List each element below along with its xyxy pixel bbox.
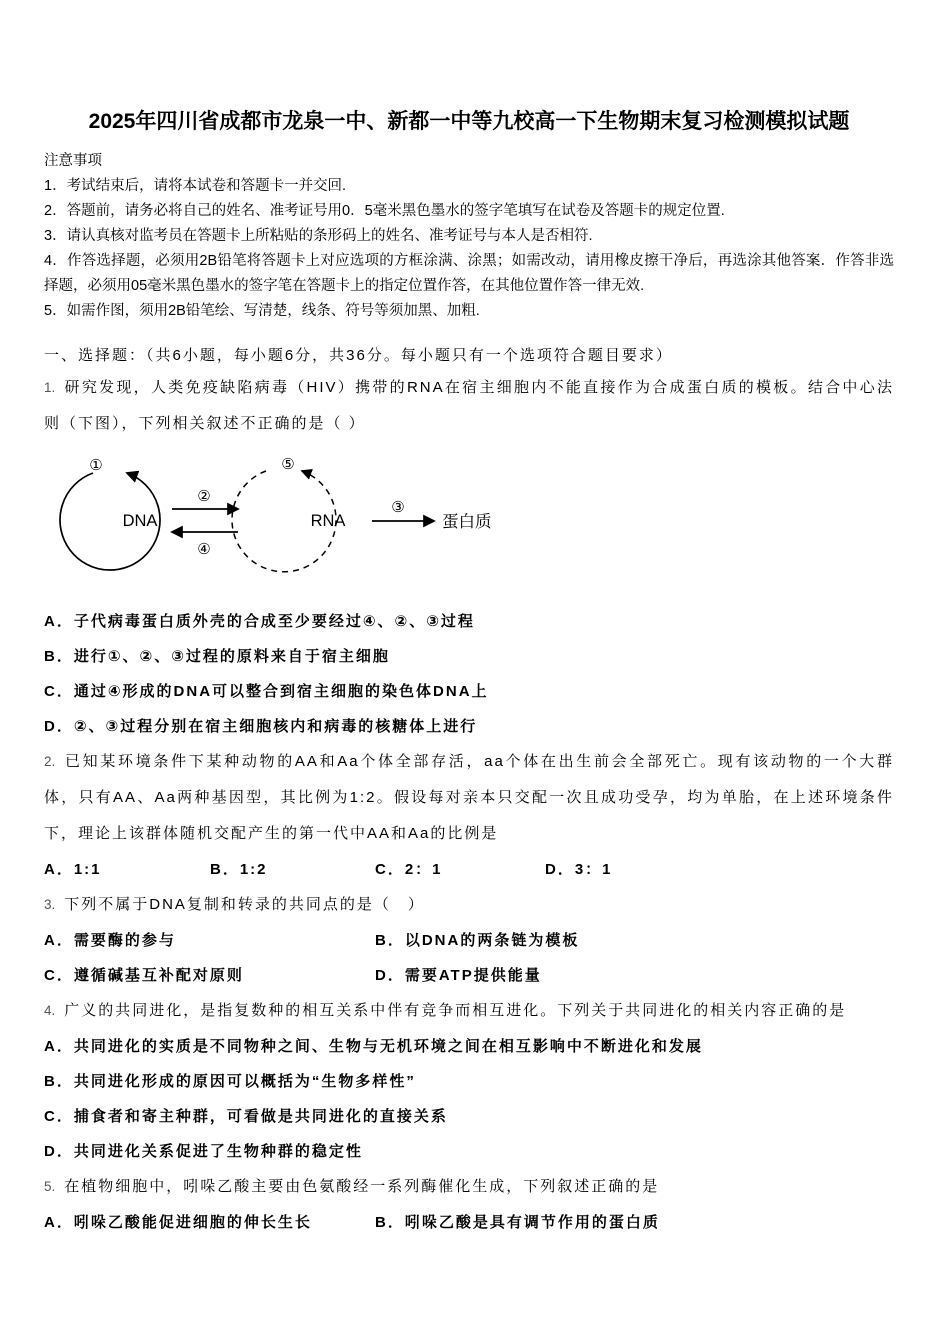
question-4-stem-text: 广义的共同进化，是指复数种的相互关系中伴有竞争而相互进化。下列关于共同进化的相关内容正确的是 <box>64 1002 847 1019</box>
question-3-option-b: B．以DNA的两条链为模板 <box>375 932 580 949</box>
process-1-label: ① <box>89 457 103 474</box>
question-3 <box>44 887 894 993</box>
question-4-stem <box>44 993 894 1029</box>
notice-section <box>44 149 894 324</box>
question-4-option-c: C．捕食者和寄主种群，可看做是共同进化的直接关系 <box>44 1108 448 1125</box>
question-5-stem-text: 在植物细胞中，吲哚乙酸主要由色氨酸经一系列酶催化生成，下列叙述正确的是 <box>64 1178 660 1195</box>
question-2-option-d: D．3：1 <box>545 861 613 878</box>
question-2-number: 2. <box>44 754 56 769</box>
question-5-option-b: B．吲哚乙酸是具有调节作用的蛋白质 <box>375 1214 660 1231</box>
process-3-label: ③ <box>391 499 405 516</box>
question-4-option-d: D．共同进化关系促进了生物种群的稳定性 <box>44 1143 363 1160</box>
section-1-heading: 一、选择题：（共6小题，每小题6分，共36分。每小题只有一个选项符合题目要求） <box>44 347 673 364</box>
question-4 <box>44 993 894 1169</box>
rna-label: RNA <box>310 512 346 530</box>
exam-title: 2025年四川省成都市龙泉一中、新都一中等九校高一下生物期末复习检测模拟试题 <box>88 110 850 133</box>
question-5 <box>44 1169 894 1240</box>
protein-label: 蛋白质 <box>442 513 492 531</box>
question-5-options <box>44 1205 894 1240</box>
question-3-number: 3. <box>44 897 56 912</box>
question-1-stem <box>44 370 894 442</box>
question-3-option-d: D．需要ATP提供能量 <box>375 967 542 984</box>
notice-item-3: 3．请认真核对监考员在答题卡上所粘贴的条形码上的姓名、准考证号与本人是否相符. <box>44 228 593 244</box>
notice-item-2: 2．答题前，请务必将自己的姓名、准考证号用0．5毫米黑色墨水的签字笔填写在试卷及答题卡的规定位置. <box>44 203 725 219</box>
central-dogma-figure <box>52 446 552 591</box>
question-1-option-a: A．子代病毒蛋白质外壳的合成至少要经过④、②、③过程 <box>44 613 475 630</box>
dna-label: DNA <box>122 512 158 530</box>
question-2 <box>44 744 894 887</box>
question-3-option-a: A．需要酶的参与 <box>44 932 176 949</box>
question-4-option-a: A．共同进化的实质是不同物种之间、生物与无机环境之间在相互影响中不断进化和发展 <box>44 1038 703 1055</box>
question-2-stem-text: 已知某环境条件下某种动物的AA和Aa个体全部存活，aa个体在出生前会全部死亡。现有该动物的一个大群体，只有AA、Aa两种基因型，其比例为1:2。假设每对亲本只交配一次且成功受孕，均为单胎，在上述环境条件下，理论上该群体随机交配产生的第一代中AA和Aa的比例是 <box>44 753 894 842</box>
question-3-stem <box>44 887 894 923</box>
question-2-option-c: C．2：1 <box>375 861 443 878</box>
question-4-option-b: B．共同进化形成的原因可以概括为“生物多样性” <box>44 1073 416 1090</box>
notice-heading: 注意事项 <box>44 153 102 169</box>
question-1-number: 1. <box>44 380 56 395</box>
question-5-option-a: A．吲哚乙酸能促进细胞的伸长生长 <box>44 1214 312 1231</box>
question-4-number: 4. <box>44 1003 56 1018</box>
process-2-label: ② <box>197 488 211 505</box>
question-2-option-b: B．1:2 <box>210 861 268 878</box>
notice-item-1: 1．考试结束后，请将本试卷和答题卡一并交回. <box>44 178 347 194</box>
question-1-option-d: D．②、③过程分别在宿主细胞核内和病毒的核糖体上进行 <box>44 718 478 735</box>
question-2-options <box>44 852 894 887</box>
question-5-number: 5. <box>44 1179 56 1194</box>
notice-item-5: 5．如需作图，须用2B铅笔绘、写清楚，线条、符号等须加黑、加粗. <box>44 303 480 319</box>
question-1-option-b: B．进行①、②、③过程的原料来自于宿主细胞 <box>44 648 390 665</box>
question-3-options <box>44 923 894 993</box>
central-dogma-diagram <box>52 446 894 591</box>
process-5-label: ⑤ <box>281 456 295 473</box>
question-1-stem-text: 研究发现，人类免疫缺陷病毒（HIV）携带的RNA在宿主细胞内不能直接作为合成蛋白质的模板。结合中心法则（下图），下列相关叙述不正确的是（ ） <box>44 379 894 432</box>
question-1-option-c: C．通过④形成的DNA可以整合到宿主细胞的染色体DNA上 <box>44 683 489 700</box>
question-5-stem <box>44 1169 894 1205</box>
question-2-option-a: A．1:1 <box>44 861 102 878</box>
question-3-option-c: C．遵循碱基互补配对原则 <box>44 967 244 984</box>
notice-item-4: 4．作答选择题，必须用2B铅笔将答题卡上对应选项的方框涂满、涂黑；如需改动，请用橡皮擦干净后，再选涂其他答案．作答非选择题，必须用05毫米黑色墨水的签字笔在答题卡上的指定位置作答，在其他位置作答一律无效. <box>44 253 894 294</box>
process-4-label: ④ <box>197 541 211 558</box>
question-1 <box>44 370 894 744</box>
question-2-stem <box>44 744 894 852</box>
question-3-stem-text: 下列不属于DNA复制和转录的共同点的是（ ） <box>64 896 425 913</box>
